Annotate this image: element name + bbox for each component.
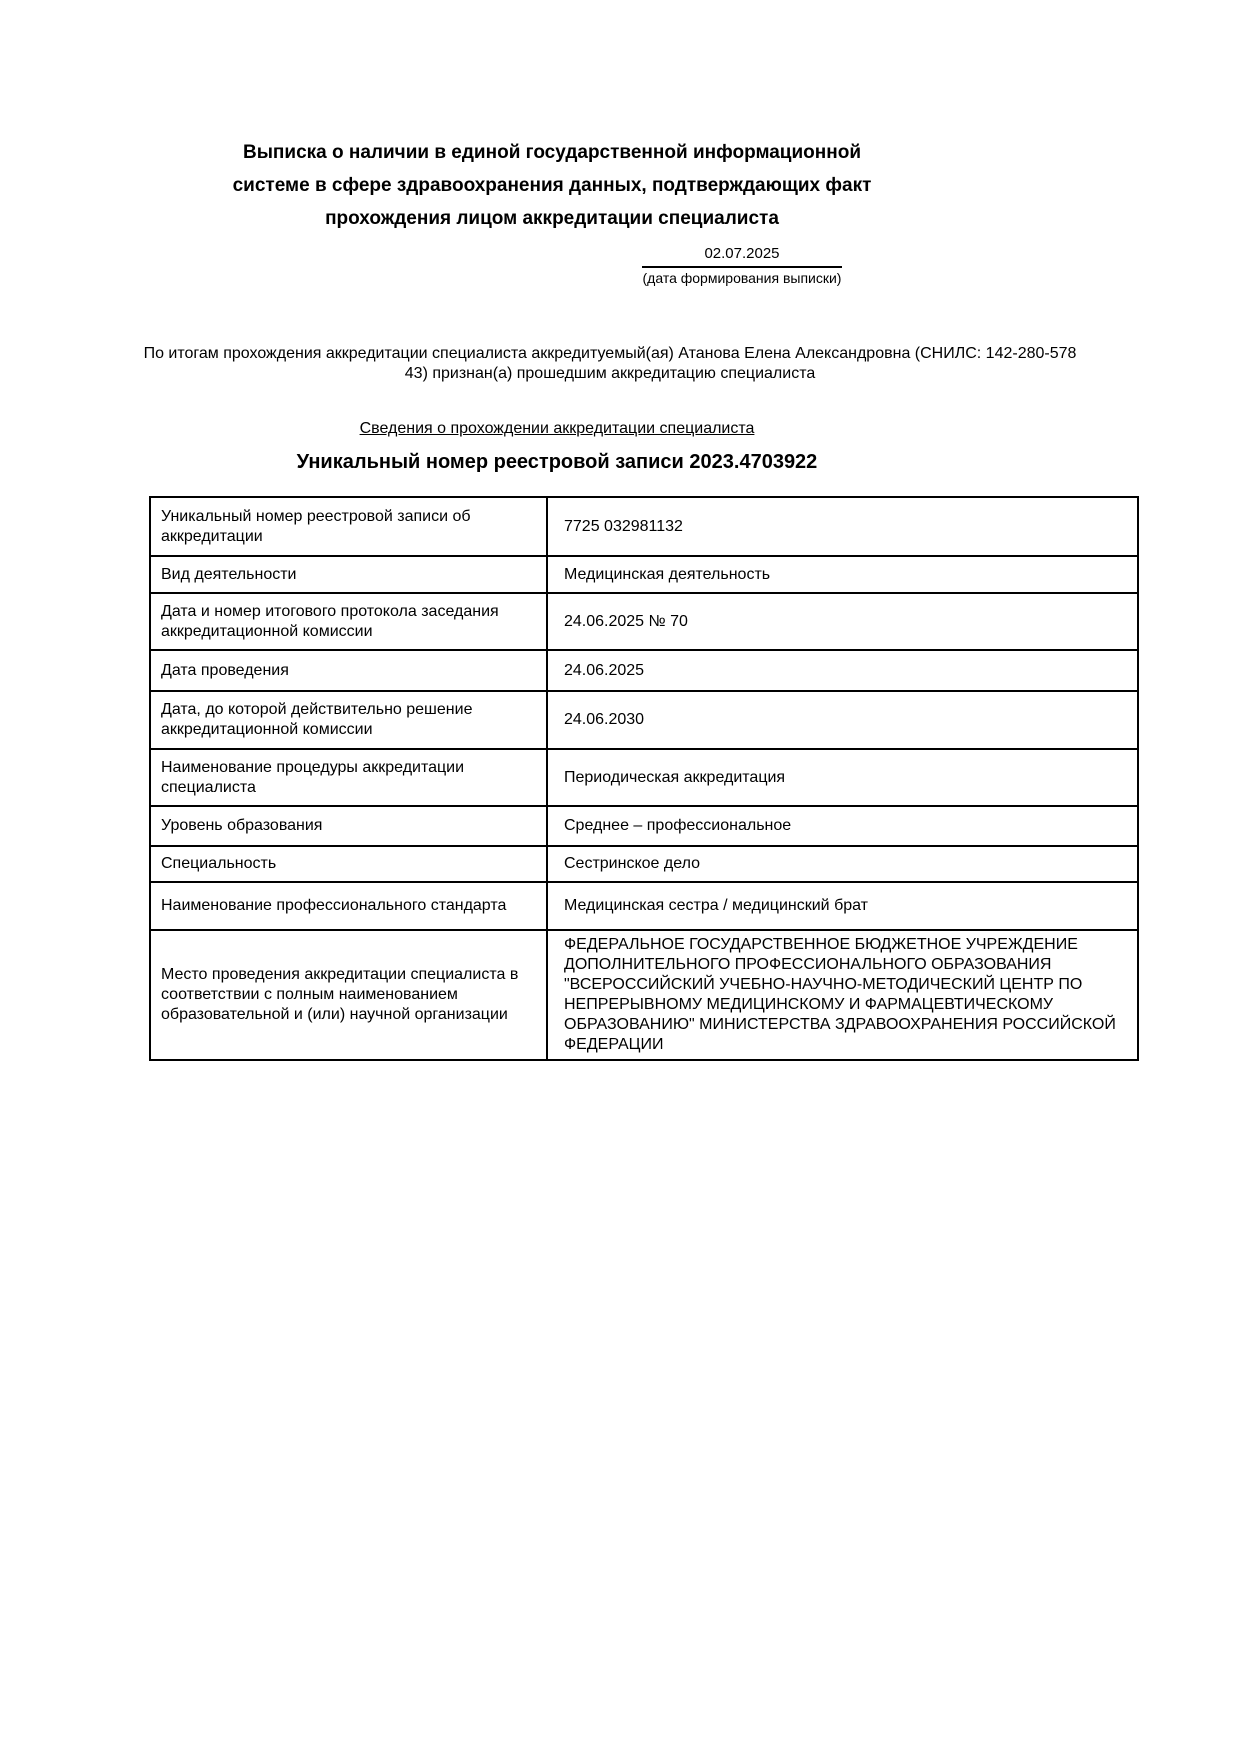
row-label: Наименование процедуры аккредитации специалиста [150, 749, 547, 806]
accreditation-table-body [150, 497, 1138, 1060]
row-label: Уникальный номер реестровой записи об аккредитации [150, 497, 547, 556]
issue-date-block [642, 244, 842, 287]
intro-line: По итогам прохождения аккредитации специалиста аккредитуемый(ая) Атанова Елена Александровна (СНИЛС: 142-280-578 [143, 345, 1077, 362]
row-value: Периодическая аккредитация [547, 749, 1138, 806]
table-row [150, 691, 1138, 749]
intro-line: 43) признан(а) прошедшим аккредитацию специалиста [404, 365, 816, 382]
row-label: Дата, до которой действительно решение аккредитационной комиссии [150, 691, 547, 749]
table-row [150, 806, 1138, 846]
table-row [150, 846, 1138, 882]
issue-date-caption: (дата формирования выписки) [642, 270, 842, 286]
table-row [150, 749, 1138, 806]
row-value: 24.06.2025 [547, 650, 1138, 691]
row-value: 7725 032981132 [547, 497, 1138, 556]
row-value: 24.06.2025 № 70 [547, 593, 1138, 650]
document-title-line: системе в сфере здравоохранения данных, подтверждающих факт [232, 175, 872, 196]
row-value: ФЕДЕРАЛЬНОЕ ГОСУДАРСТВЕННОЕ БЮДЖЕТНОЕ УЧРЕЖДЕНИЕ ДОПОЛНИТЕЛЬНОГО ПРОФЕССИОНАЛЬНОГО ОБРАЗОВАНИЯ "ВСЕРОССИЙСКИЙ УЧЕБНО-НАУЧНО-МЕТОДИЧЕСКИЙ ЦЕНТР ПО НЕПРЕРЫВНОМУ МЕДИЦИНСКОМУ И ФАРМАЦЕВТИЧЕСКОМУ ОБРАЗОВАНИЮ" МИНИСТЕРСТВА ЗДРАВООХРАНЕНИЯ РОССИЙСКОЙ ФЕДЕРАЦИИ [547, 930, 1138, 1060]
intro-paragraph [140, 344, 1080, 384]
document-title [152, 136, 952, 235]
accreditation-table [149, 496, 1139, 1061]
row-label: Место проведения аккредитации специалиста в соответствии с полным наименованием образовательной и (или) научной организации [150, 930, 547, 1060]
table-row [150, 882, 1138, 930]
table-row [150, 497, 1138, 556]
section-heading [152, 420, 962, 438]
issue-date: 02.07.2025 [642, 244, 842, 268]
table-row [150, 593, 1138, 650]
table-row [150, 556, 1138, 593]
table-row [150, 930, 1138, 1060]
row-label: Дата и номер итогового протокола заседания аккредитационной комиссии [150, 593, 547, 650]
row-label: Наименование профессионального стандарта [150, 882, 547, 930]
row-label: Вид деятельности [150, 556, 547, 593]
row-value: Медицинская сестра / медицинский брат [547, 882, 1138, 930]
row-value: Медицинская деятельность [547, 556, 1138, 593]
row-label: Дата проведения [150, 650, 547, 691]
row-label: Специальность [150, 846, 547, 882]
document-title-line: Выписка о наличии в единой государственной информационной [242, 142, 862, 163]
row-value: Среднее – профессиональное [547, 806, 1138, 846]
row-value: 24.06.2030 [547, 691, 1138, 749]
table-row [150, 650, 1138, 691]
registry-number-heading: Уникальный номер реестровой записи 2023.4703922 [296, 451, 818, 473]
document-title-line: прохождения лицом аккредитации специалиста [325, 208, 779, 229]
section-heading-text: Сведения о прохождении аккредитации специалиста [359, 420, 755, 437]
row-value: Сестринское дело [547, 846, 1138, 882]
row-label: Уровень образования [150, 806, 547, 846]
